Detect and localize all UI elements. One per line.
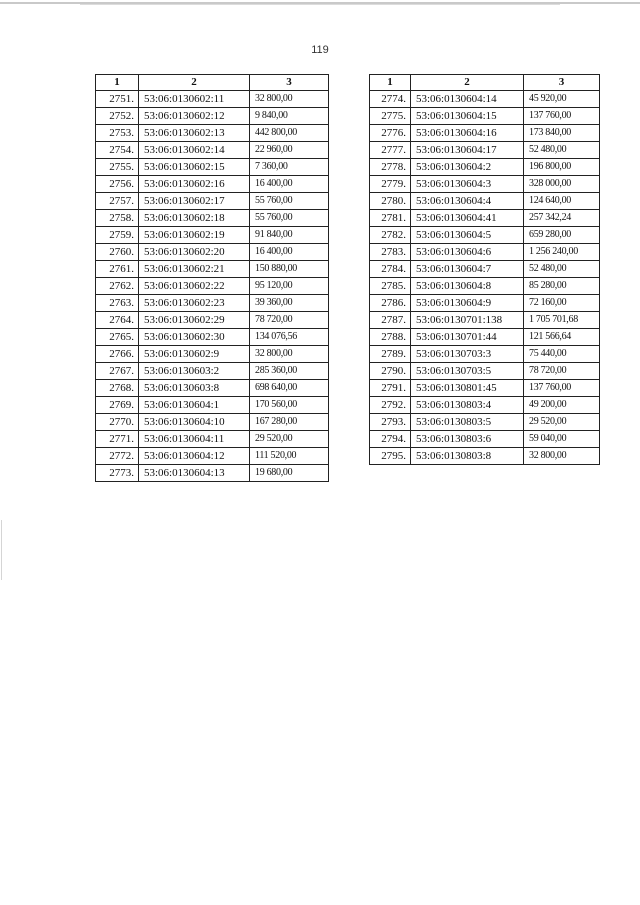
table-header-row [370,75,600,91]
table-row [370,142,600,159]
table-row [96,244,329,261]
cell-row-number: 2769. [96,397,139,414]
table-row [96,431,329,448]
cell-value: 78 720,00 [250,312,329,329]
column-header-value: 3 [524,75,600,91]
cell-row-number: 2781. [370,210,411,227]
table-row [96,380,329,397]
cell-cadastral-number: 53:06:0130803:4 [411,397,524,414]
cell-cadastral-number: 53:06:0130703:3 [411,346,524,363]
cell-value: 49 200,00 [524,397,600,414]
cell-row-number: 2756. [96,176,139,193]
cell-row-number: 2764. [96,312,139,329]
table-row [96,363,329,380]
cell-cadastral-number: 53:06:0130604:5 [411,227,524,244]
page-number: 119 [311,44,329,56]
cell-cadastral-number: 53:06:0130604:2 [411,159,524,176]
table-row [370,380,600,397]
cell-row-number: 2776. [370,125,411,142]
cell-cadastral-number: 53:06:0130604:1 [139,397,250,414]
table-row [96,448,329,465]
table-row [370,278,600,295]
cell-value: 22 960,00 [250,142,329,159]
table-row [96,227,329,244]
table-row [370,210,600,227]
cell-cadastral-number: 53:06:0130602:22 [139,278,250,295]
cell-row-number: 2787. [370,312,411,329]
column-header-cadastral: 2 [411,75,524,91]
table-row [370,346,600,363]
cell-cadastral-number: 53:06:0130701:138 [411,312,524,329]
table-row [96,142,329,159]
cell-row-number: 2775. [370,108,411,125]
table-row [96,159,329,176]
scan-top-edge-shadow [80,4,560,5]
table-row [96,91,329,108]
cell-row-number: 2762. [96,278,139,295]
cell-cadastral-number: 53:06:0130604:3 [411,176,524,193]
cell-row-number: 2792. [370,397,411,414]
cell-value: 328 000,00 [524,176,600,193]
cell-row-number: 2753. [96,125,139,142]
table-row [370,176,600,193]
table-row [370,91,600,108]
cell-value: 7 360,00 [250,159,329,176]
cell-value: 85 280,00 [524,278,600,295]
cell-value: 1 705 701,68 [524,312,600,329]
cell-row-number: 2774. [370,91,411,108]
cell-cadastral-number: 53:06:0130604:7 [411,261,524,278]
cell-value: 1 256 240,00 [524,244,600,261]
table-row [96,125,329,142]
cell-row-number: 2783. [370,244,411,261]
cell-cadastral-number: 53:06:0130604:4 [411,193,524,210]
cell-row-number: 2761. [96,261,139,278]
cell-value: 32 800,00 [250,91,329,108]
cell-row-number: 2773. [96,465,139,482]
cell-value: 19 680,00 [250,465,329,482]
cell-row-number: 2751. [96,91,139,108]
table-row [96,312,329,329]
cell-row-number: 2785. [370,278,411,295]
cell-value: 78 720,00 [524,363,600,380]
cell-cadastral-number: 53:06:0130602:16 [139,176,250,193]
cell-cadastral-number: 53:06:0130604:16 [411,125,524,142]
table-row [370,125,600,142]
cell-value: 111 520,00 [250,448,329,465]
cell-row-number: 2765. [96,329,139,346]
table-row [370,397,600,414]
table-row [96,261,329,278]
table-row [370,414,600,431]
cell-row-number: 2780. [370,193,411,210]
cell-cadastral-number: 53:06:0130602:15 [139,159,250,176]
cell-value: 91 840,00 [250,227,329,244]
cell-value: 45 920,00 [524,91,600,108]
table-row [96,329,329,346]
table-header-row [96,75,329,91]
cell-cadastral-number: 53:06:0130602:19 [139,227,250,244]
cell-cadastral-number: 53:06:0130602:9 [139,346,250,363]
cell-cadastral-number: 53:06:0130701:44 [411,329,524,346]
cell-value: 95 120,00 [250,278,329,295]
cell-value: 29 520,00 [250,431,329,448]
cell-cadastral-number: 53:06:0130604:41 [411,210,524,227]
cell-row-number: 2777. [370,142,411,159]
cell-cadastral-number: 53:06:0130803:8 [411,448,524,465]
table-row [96,397,329,414]
table-row [370,193,600,210]
cell-cadastral-number: 53:06:0130602:12 [139,108,250,125]
cell-row-number: 2771. [96,431,139,448]
table-row [96,278,329,295]
cell-value: 134 076,56 [250,329,329,346]
cell-row-number: 2759. [96,227,139,244]
cell-value: 29 520,00 [524,414,600,431]
cell-row-number: 2768. [96,380,139,397]
cell-value: 32 800,00 [524,448,600,465]
cell-value: 659 280,00 [524,227,600,244]
cell-value: 698 640,00 [250,380,329,397]
cell-value: 196 800,00 [524,159,600,176]
cell-value: 32 800,00 [250,346,329,363]
cell-value: 167 280,00 [250,414,329,431]
cell-value: 150 880,00 [250,261,329,278]
cell-value: 39 360,00 [250,295,329,312]
cell-value: 55 760,00 [250,193,329,210]
cell-value: 257 342,24 [524,210,600,227]
cell-row-number: 2779. [370,176,411,193]
cell-value: 55 760,00 [250,210,329,227]
column-header-cadastral: 2 [139,75,250,91]
registry-table-right [369,74,600,465]
cell-row-number: 2763. [96,295,139,312]
cell-row-number: 2786. [370,295,411,312]
table-row [370,261,600,278]
cell-row-number: 2789. [370,346,411,363]
cell-row-number: 2757. [96,193,139,210]
cell-value: 124 640,00 [524,193,600,210]
table-row [96,176,329,193]
cell-row-number: 2793. [370,414,411,431]
table-row [370,295,600,312]
cell-cadastral-number: 53:06:0130801:45 [411,380,524,397]
table-row [96,465,329,482]
cell-cadastral-number: 53:06:0130604:8 [411,278,524,295]
cell-cadastral-number: 53:06:0130602:21 [139,261,250,278]
cell-value: 173 840,00 [524,125,600,142]
table-row [96,414,329,431]
cell-value: 16 400,00 [250,176,329,193]
cell-row-number: 2795. [370,448,411,465]
cell-value: 52 480,00 [524,261,600,278]
table-row [370,431,600,448]
cell-row-number: 2754. [96,142,139,159]
cell-cadastral-number: 53:06:0130604:17 [411,142,524,159]
cell-value: 59 040,00 [524,431,600,448]
cell-cadastral-number: 53:06:0130602:20 [139,244,250,261]
cell-cadastral-number: 53:06:0130602:13 [139,125,250,142]
table-row [370,448,600,465]
cell-cadastral-number: 53:06:0130803:5 [411,414,524,431]
cell-cadastral-number: 53:06:0130604:12 [139,448,250,465]
cell-value: 52 480,00 [524,142,600,159]
cell-row-number: 2784. [370,261,411,278]
cell-row-number: 2791. [370,380,411,397]
cell-value: 9 840,00 [250,108,329,125]
cell-cadastral-number: 53:06:0130602:11 [139,91,250,108]
table-row [96,193,329,210]
table-row [370,363,600,380]
cell-row-number: 2788. [370,329,411,346]
cell-cadastral-number: 53:06:0130604:9 [411,295,524,312]
cell-value: 137 760,00 [524,380,600,397]
scan-margin-mark [1,520,2,580]
cell-cadastral-number: 53:06:0130602:18 [139,210,250,227]
cell-value: 285 360,00 [250,363,329,380]
cell-row-number: 2794. [370,431,411,448]
cell-cadastral-number: 53:06:0130604:10 [139,414,250,431]
cell-row-number: 2790. [370,363,411,380]
cell-value: 137 760,00 [524,108,600,125]
cell-cadastral-number: 53:06:0130803:6 [411,431,524,448]
column-header-value: 3 [250,75,329,91]
cell-value: 16 400,00 [250,244,329,261]
cell-row-number: 2755. [96,159,139,176]
table-row [96,108,329,125]
table-row [370,329,600,346]
table-row [370,159,600,176]
cell-row-number: 2758. [96,210,139,227]
cell-value: 170 560,00 [250,397,329,414]
cell-cadastral-number: 53:06:0130604:6 [411,244,524,261]
cell-cadastral-number: 53:06:0130603:2 [139,363,250,380]
cell-cadastral-number: 53:06:0130602:17 [139,193,250,210]
table-row [370,244,600,261]
cell-value: 75 440,00 [524,346,600,363]
table-row [370,227,600,244]
cell-cadastral-number: 53:06:0130604:15 [411,108,524,125]
cell-cadastral-number: 53:06:0130603:8 [139,380,250,397]
table-row [370,108,600,125]
cell-row-number: 2782. [370,227,411,244]
registry-table-left [95,74,329,482]
cell-cadastral-number: 53:06:0130602:30 [139,329,250,346]
cell-value: 121 566,64 [524,329,600,346]
cell-value: 72 160,00 [524,295,600,312]
cell-cadastral-number: 53:06:0130604:11 [139,431,250,448]
cell-row-number: 2767. [96,363,139,380]
column-header-number: 1 [96,75,139,91]
cell-row-number: 2772. [96,448,139,465]
cell-cadastral-number: 53:06:0130604:14 [411,91,524,108]
cell-row-number: 2752. [96,108,139,125]
table-row [96,210,329,227]
cell-row-number: 2766. [96,346,139,363]
cell-cadastral-number: 53:06:0130602:29 [139,312,250,329]
cell-row-number: 2778. [370,159,411,176]
table-row [96,346,329,363]
cell-row-number: 2760. [96,244,139,261]
table-row [370,312,600,329]
cell-cadastral-number: 53:06:0130604:13 [139,465,250,482]
cell-row-number: 2770. [96,414,139,431]
cell-cadastral-number: 53:06:0130602:23 [139,295,250,312]
table-row [96,295,329,312]
cell-value: 442 800,00 [250,125,329,142]
cell-cadastral-number: 53:06:0130602:14 [139,142,250,159]
cell-cadastral-number: 53:06:0130703:5 [411,363,524,380]
column-header-number: 1 [370,75,411,91]
